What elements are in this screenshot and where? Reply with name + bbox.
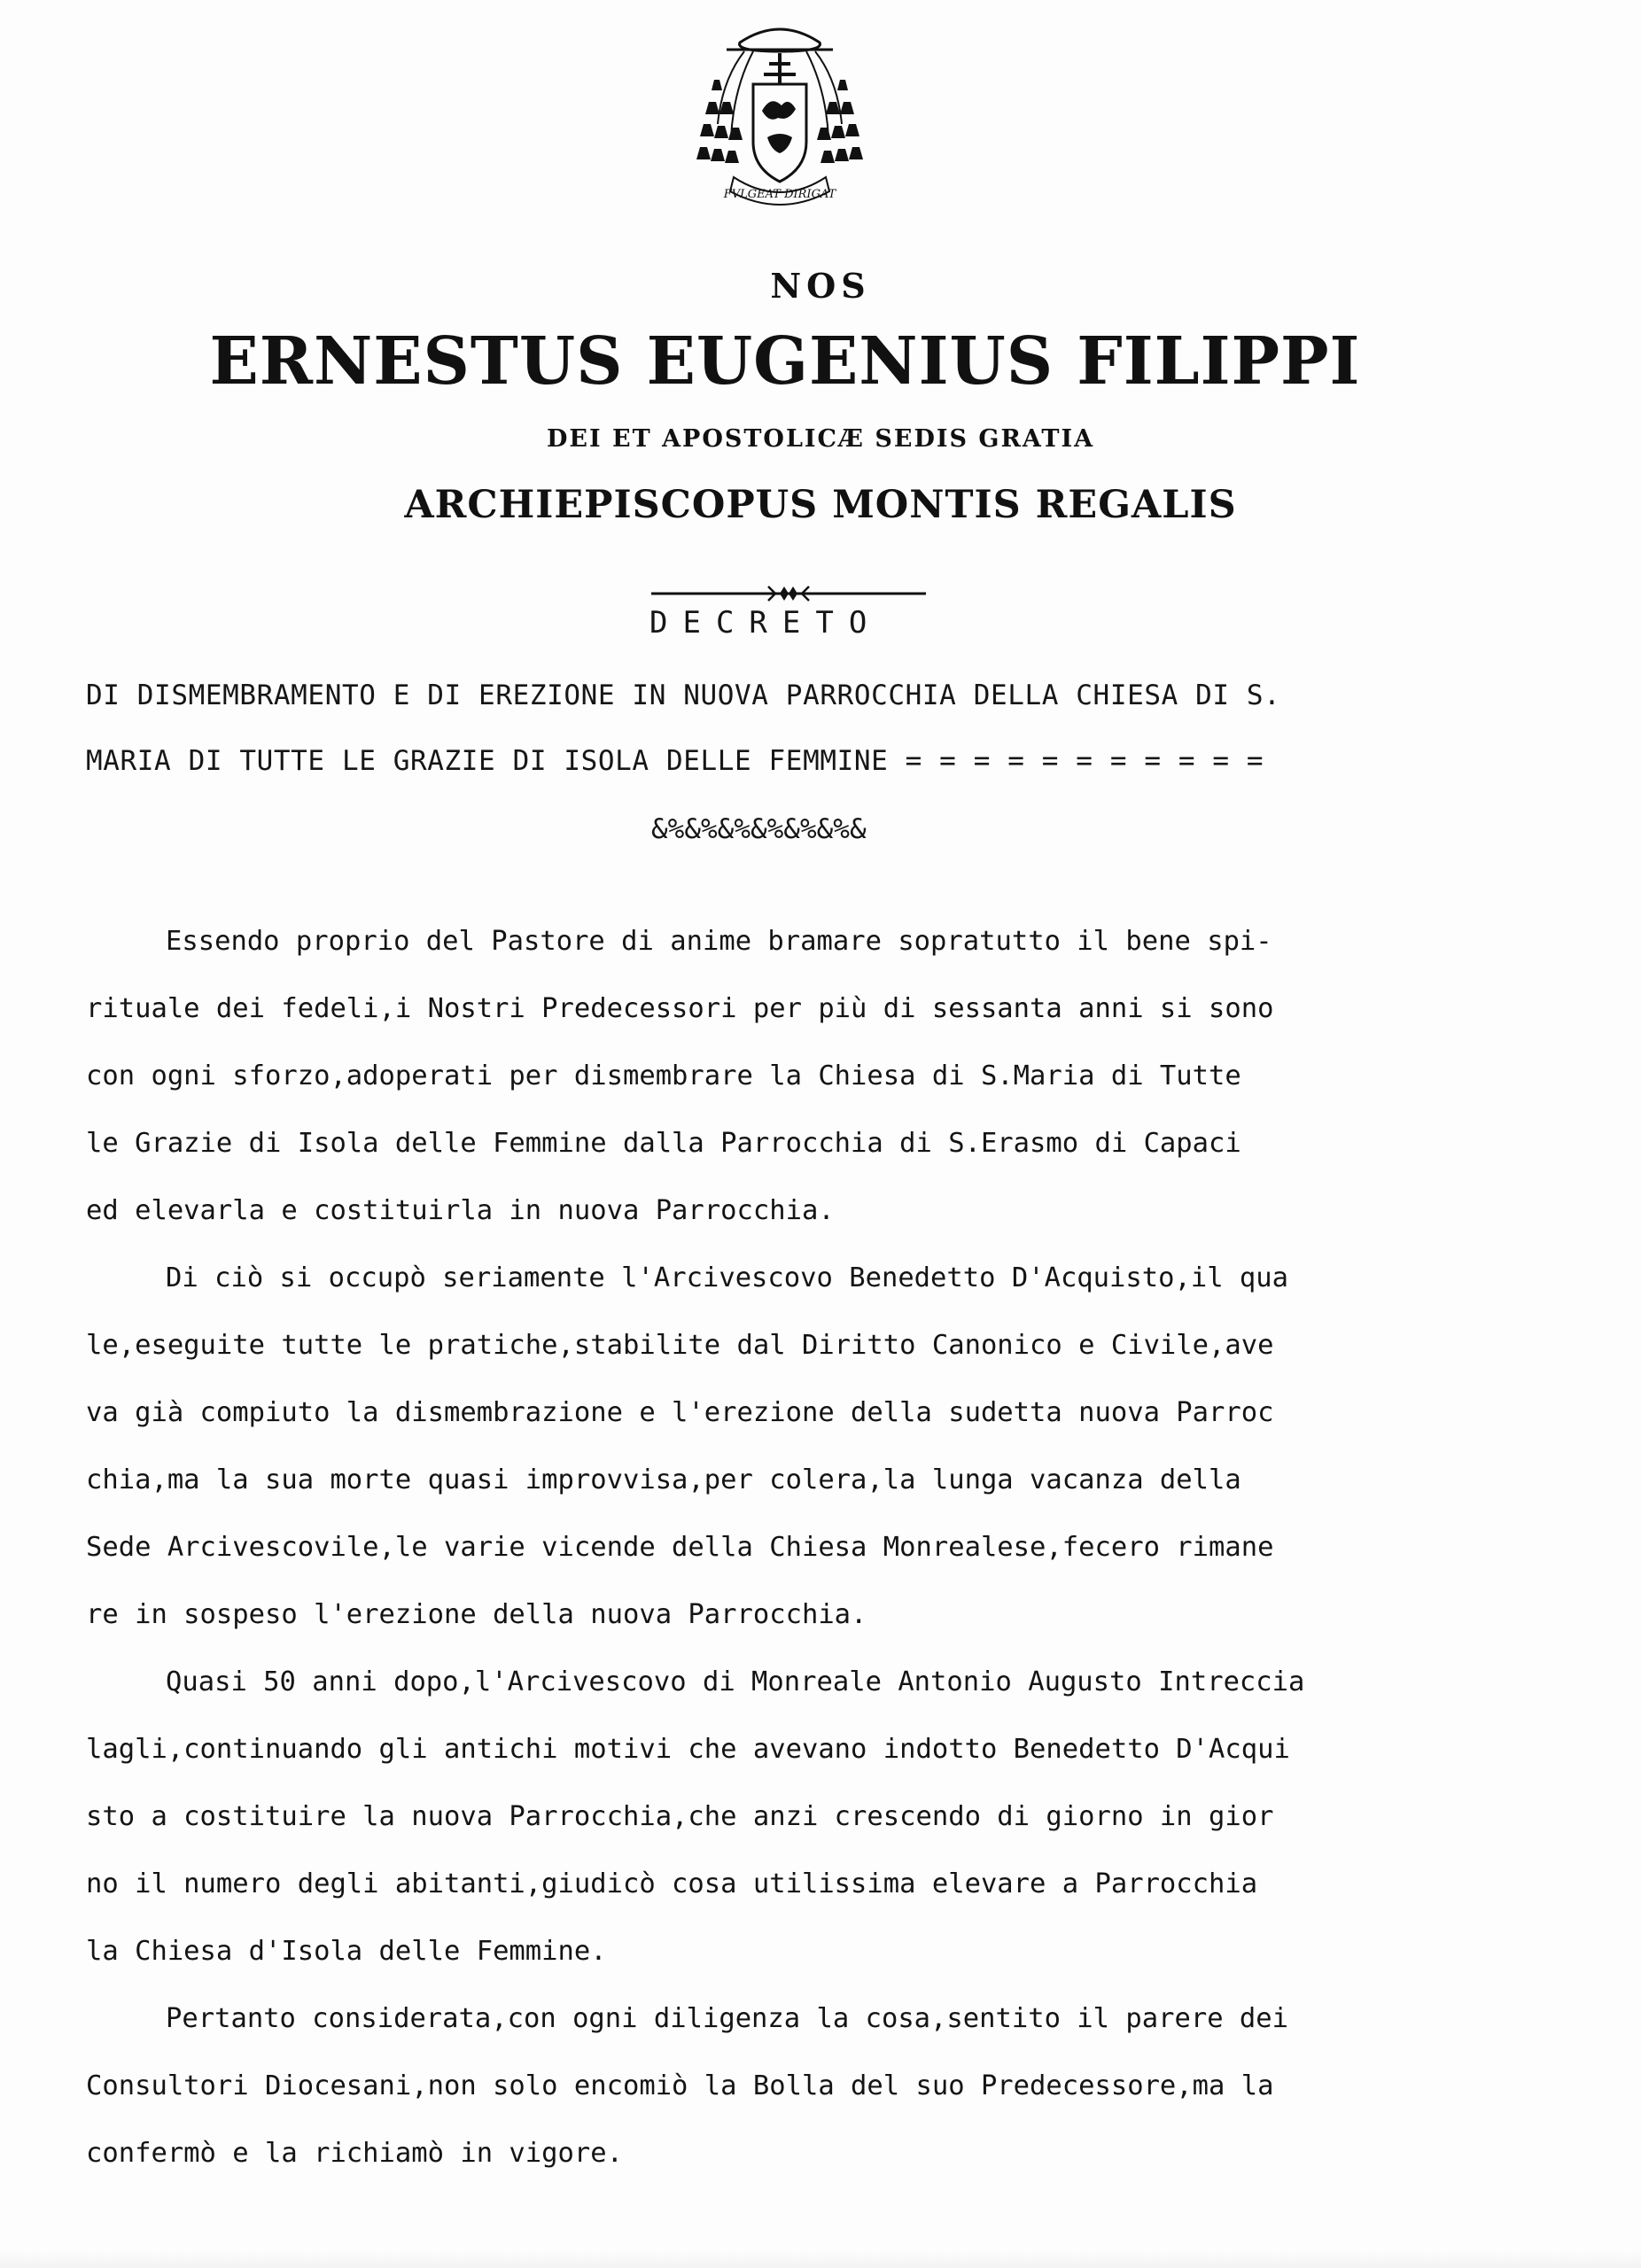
gratia-line: DEI ET APOSTOLICÆ SEDIS GRATIA [546,425,1095,453]
text-line: va già compiuto la dismembrazione e l'erezione della sudetta nuova Parroc [86,1397,1274,1428]
text-line: no il numero degli abitanti,giudicò cosa utilissima elevare a Parrocchia [86,1868,1258,1899]
paragraph [86,1649,1575,1985]
decree-heading: DECRETO [649,605,883,641]
page-edge [0,2250,1641,2268]
motto-label: FVLGEAT DIRIGAT [723,188,836,201]
text-line: Sede Arcivescovile,le varie vicende della Chiesa Monrealese,fecero rimane [86,1532,1274,1563]
text-line: la Chiesa d'Isola delle Femmine. [86,1936,607,1967]
archbishop-name: ERNESTUS EUGENIUS FILIPPI [209,323,1361,400]
paragraph [86,1985,1575,2187]
text-line: ed elevarla e costituirla in nuova Parrocchia. [86,1195,835,1226]
text-line: le,eseguite tutte le pratiche,stabilite dal Diritto Canonico e Civile,ave [86,1330,1274,1361]
text-line: Essendo proprio del Pastore di anime bramare sopratutto il bene spi- [166,926,1272,957]
text-line: lagli,continuando gli antichi motivi che avevano indotto Benedetto D'Acqui [86,1734,1290,1765]
text-line: Consultori Diocesani,non solo encomiò la Bolla del suo Predecessore,ma la [86,2070,1274,2101]
text-line: rituale dei fedeli,i Nostri Predecessori per più di sessanta anni si sono [86,993,1274,1024]
paragraph [86,1245,1575,1649]
text-line: Pertanto considerata,con ogni diligenza la cosa,sentito il parere dei [166,2003,1289,2034]
decree-subtitle-line: MARIA DI TUTTE LE GRAZIE DI ISOLA DELLE FEMMINE = = = = = = = = = = = [86,745,1264,777]
text-line: Di ciò si occupò seriamente l'Arcivescovo Benedetto D'Acquisto,il qua [166,1262,1289,1293]
text-line: sto a costituire la nuova Parrocchia,che anzi crescendo di giorno in gior [86,1801,1274,1832]
decree-body [86,908,1575,2187]
text-line: re in sospeso l'erezione della nuova Parrocchia. [86,1599,867,1630]
text-line: le Grazie di Isola delle Femmine dalla Parrocchia di S.Erasmo di Capaci [86,1128,1241,1159]
text-line: Quasi 50 anni dopo,l'Arcivescovo di Monreale Antonio Augusto Intreccia [166,1666,1305,1697]
ornament-text-line: &%&%&%&%&%&%& [651,813,867,845]
coat-of-arms-icon [691,18,868,208]
paragraph [86,908,1575,1245]
text-line: chia,ma la sua morte quasi improvvisa,per colera,la lunga vacanza della [86,1464,1241,1495]
decree-subtitle-line: DI DISMEMBRAMENTO E DI EREZIONE IN NUOVA PARROCCHIA DELLA CHIESA DI S. [86,680,1281,711]
text-line: confermò e la richiamò in vigore. [86,2138,623,2169]
text-line: con ogni sforzo,adoperati per dismembrare la Chiesa di S.Maria di Tutte [86,1060,1241,1091]
nos-label: NOS [770,266,871,306]
archbishop-title: ARCHIEPISCOPUS MONTIS REGALIS [404,483,1237,527]
